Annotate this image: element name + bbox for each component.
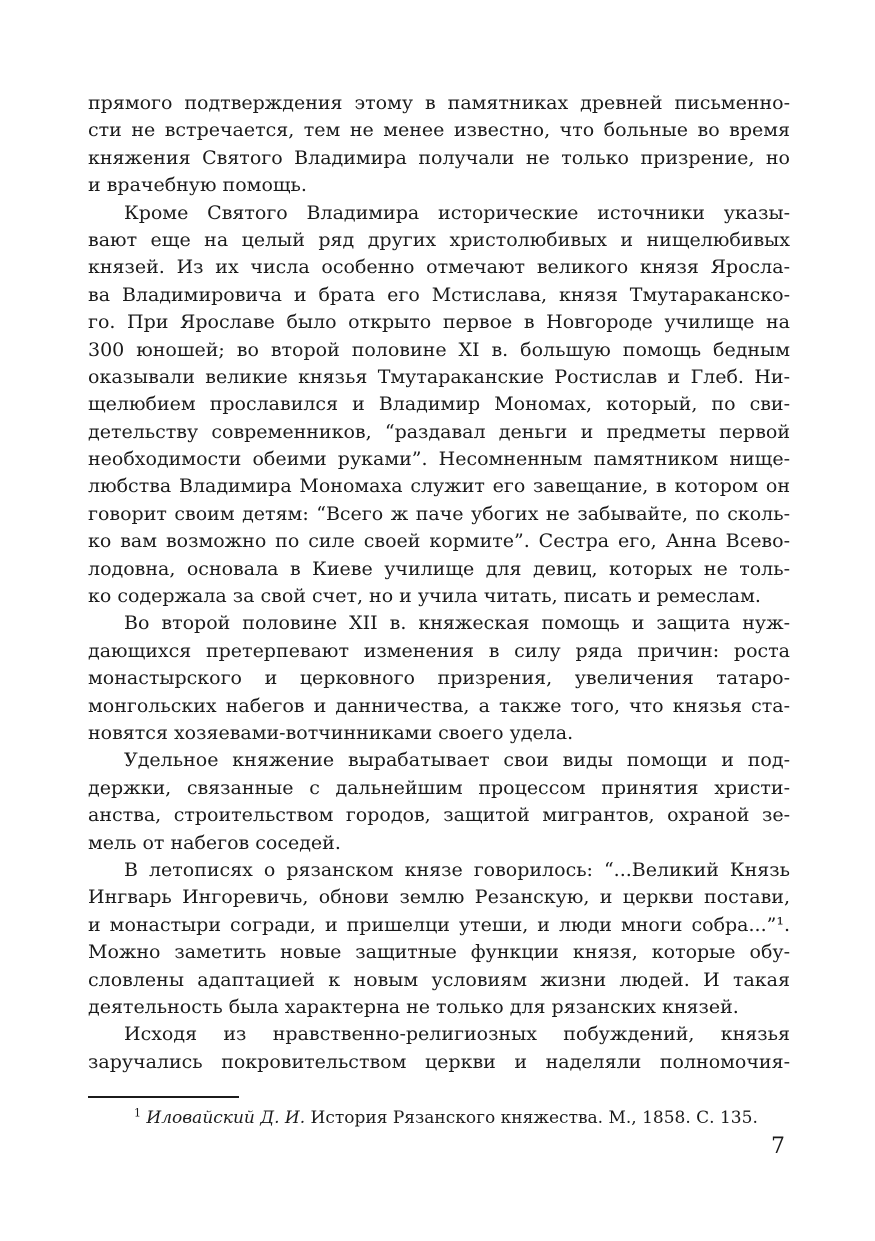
paragraph xyxy=(88,200,790,611)
paragraph xyxy=(88,747,790,857)
text-line: держки, связанные с дальнейшим процессом принятия христи- xyxy=(88,776,790,799)
text-line: Во второй половине XII в. княжеская помощь и защита нуж- xyxy=(124,612,790,635)
text-line: ко содержала за свой счет, но и учила читать, писать и ремеслам. xyxy=(88,585,761,608)
footnote-author: Иловайский Д. И. xyxy=(146,1108,306,1128)
text-line: Кроме Святого Владимира исторические источники указы- xyxy=(124,201,790,224)
text-line: и врачебную помощь. xyxy=(88,174,307,197)
text-line: говорит своим детям: “Всего ж паче убогих не забывайте, по сколь- xyxy=(88,502,790,525)
text-line: лодовна, основала в Киеве училище для девиц, которых не толь- xyxy=(88,557,790,580)
text-line: деятельность была характерна не только для рязанских князей. xyxy=(88,995,739,1018)
text-line: ко вам возможно по силе своей кормите”. Сестра его, Анна Всево- xyxy=(88,530,790,553)
text-line: го. При Ярославе было открыто первое в Новгороде училище на xyxy=(88,311,790,334)
text-line: Можно заметить новые защитные функции князя, которые обу- xyxy=(88,941,790,964)
text-line: сти не встречается, тем не менее известно, что больные во время xyxy=(88,119,790,142)
text-line: ва Владимировича и брата его Мстислава, князя Тмутараканско- xyxy=(88,283,790,306)
text-line: анства, строительством городов, защитой мигрантов, охраной зе- xyxy=(88,804,790,827)
paragraph xyxy=(88,857,790,1021)
text-line: словлены адаптацией к новым условиям жизни людей. И такая xyxy=(88,968,790,991)
text-line: Исходя из нравственно-религиозных побуждений, князья xyxy=(124,1023,790,1046)
text-line: дающихся претерпевают изменения в силу ряда причин: роста xyxy=(88,639,790,662)
text-line: мель от набегов соседей. xyxy=(88,831,341,854)
paragraph xyxy=(88,90,790,200)
footnote-rule xyxy=(88,1096,239,1098)
text-line: заручались покровительством церкви и наделяли полномочия- xyxy=(88,1050,790,1073)
text-line: оказывали великие князья Тмутараканские Ростислав и Глеб. Ни- xyxy=(88,365,790,388)
text-line: В летописях о рязанском князе говорилось: “...Великий Князь xyxy=(124,858,790,881)
text-line: Ингварь Ингоревичь, обнови землю Резанскую, и церкви постави, xyxy=(88,886,790,909)
footnote-marker: 1 xyxy=(134,1106,141,1120)
text-line: князей. Из их числа особенно отмечают великого князя Яросла- xyxy=(88,256,790,279)
footnote-text xyxy=(88,1106,790,1130)
text-line: новятся хозяевами-вотчинниками своего удела. xyxy=(88,721,574,744)
text-line: детельству современников, “раздавал деньги и предметы первой xyxy=(88,420,790,443)
paragraph xyxy=(88,1021,790,1076)
paragraph xyxy=(88,610,790,747)
text-line: щелюбием прославился и Владимир Мономах, который, по сви- xyxy=(88,393,790,416)
text-line: вают еще на целый ряд других христолюбивых и нищелюбивых xyxy=(88,228,790,251)
text-line: монгольских набегов и данничества, а также того, что князья ста- xyxy=(88,694,790,717)
text-line: княжения Святого Владимира получали не только призрение, но xyxy=(88,146,790,169)
text-line: любства Владимира Мономаха служит его завещание, в котором он xyxy=(88,475,790,498)
text-line: и монастыри согради, и пришелци утеши, и люди многи собра...”¹. xyxy=(88,913,790,936)
text-line: монастырского и церковного призрения, увеличения татаро- xyxy=(88,667,790,690)
body-text xyxy=(88,90,790,1076)
text-line: прямого подтверждения этому в памятниках древней письменно- xyxy=(88,92,790,114)
text-line: Удельное княжение вырабатывает свои виды помощи и под- xyxy=(124,749,790,772)
text-line: 300 юношей; во второй половине XI в. большую помощь бедным xyxy=(88,338,790,361)
footnote-source: История Рязанского княжества. М., 1858. С. 135. xyxy=(310,1108,758,1128)
footnote xyxy=(88,1096,790,1130)
text-line: необходимости обеими руками”. Несомненным памятником нище- xyxy=(88,448,790,471)
page-number: 7 xyxy=(771,1134,785,1159)
